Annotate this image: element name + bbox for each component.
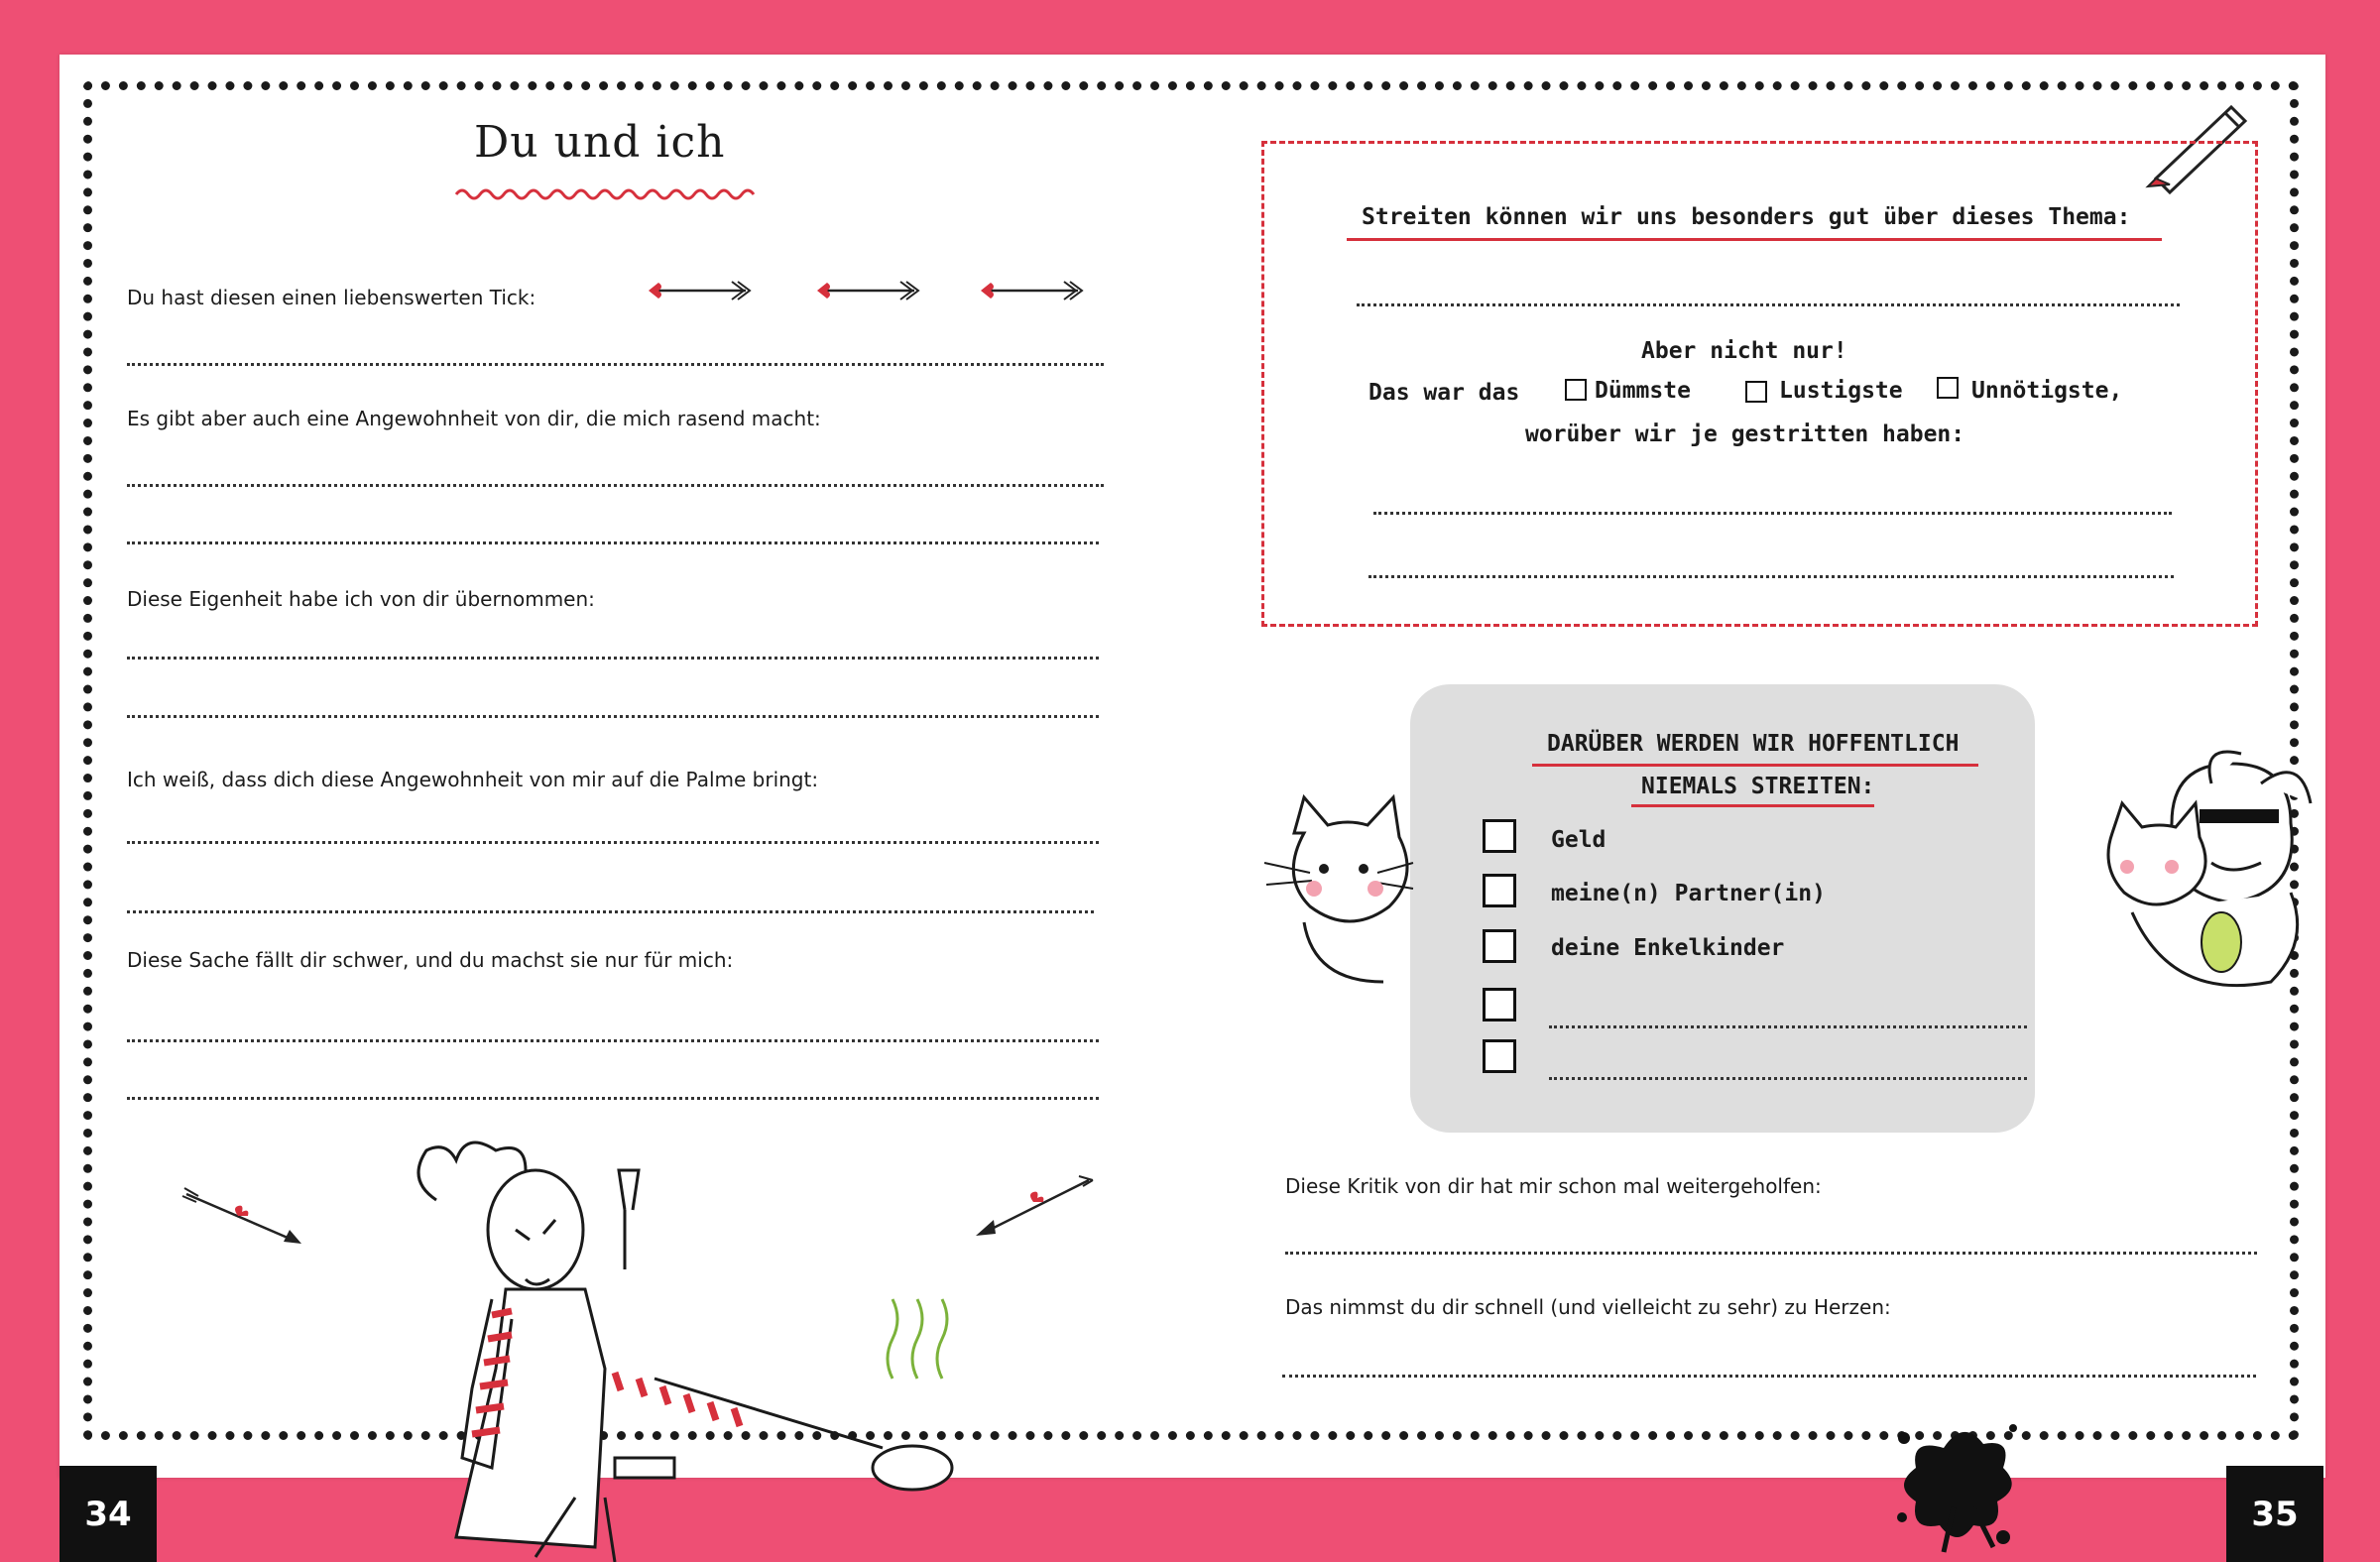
heart-arrow-icon [803,278,922,303]
cupid-arrow-icon [178,1180,307,1250]
answer-line[interactable] [127,541,1099,544]
cupid-arrow-icon [970,1172,1099,1242]
question-annoys: Ich weiß, dass dich diese Angewohnheit von mir auf die Palme bringt: [127,768,819,791]
checkbox-enkelkinder[interactable] [1483,929,1516,963]
answer-line[interactable] [127,657,1099,660]
question-criticism: Diese Kritik von dir hat mir schon mal weitergeholfen: [1285,1174,1822,1198]
answer-line[interactable] [1549,1025,2027,1028]
answer-line[interactable] [1368,575,2174,578]
das-war-das-label: Das war das [1368,380,1520,406]
wavy-underline [454,184,762,204]
cat-illustration [1264,793,1423,992]
dispute-topic-question: Streiten können wir uns besonders gut über dieses Thema: [1362,204,2131,230]
checkbox-custom-2[interactable] [1483,1039,1516,1073]
answer-line[interactable] [1549,1077,2027,1080]
option-duemmste: Dümmste [1595,378,1691,404]
checkbox-custom-1[interactable] [1483,988,1516,1021]
answer-line[interactable] [1373,512,2172,515]
checkbox-partner[interactable] [1483,874,1516,907]
never-argue-title-2: NIEMALS STREITEN: [1641,774,1875,799]
red-underline [1532,764,1978,767]
never-argue-title: DARÜBER WERDEN WIR HOFFENTLICH [1547,731,1960,757]
answer-line[interactable] [127,1039,1099,1042]
answer-line[interactable] [127,1097,1099,1100]
answer-line[interactable] [127,715,1099,718]
question-takes-to-heart: Das nimmst du dir schnell (und vielleicht zu sehr) zu Herzen: [1285,1295,1891,1319]
answer-line[interactable] [127,484,1104,487]
checkbox-unnoetigste[interactable] [1937,377,1959,399]
heart-arrow-icon [635,278,754,303]
woman-cooking-illustration [397,1141,952,1562]
question-tick: Du hast diesen einen liebenswerten Tick: [127,286,536,309]
page-number-left: 34 [60,1466,157,1562]
question-sacrifice: Diese Sache fällt dir schwer, und du machst sie nur für mich: [127,948,734,972]
cat-and-dog-illustration [2073,754,2320,1012]
red-underline [1347,238,2162,241]
answer-line[interactable] [127,910,1094,913]
option-lustigste: Lustigste [1779,378,1903,404]
item-partner: meine(n) Partner(in) [1551,881,1826,906]
answer-line[interactable] [1357,303,2180,306]
checkbox-geld[interactable] [1483,819,1516,853]
checkbox-duemmste[interactable] [1565,379,1587,401]
item-geld: Geld [1551,827,1606,853]
answer-line[interactable] [1285,1252,2257,1255]
answer-line[interactable] [127,363,1104,366]
not-only-label: Aber nicht nur! [1641,338,1847,364]
checkbox-lustigste[interactable] [1745,381,1767,403]
answer-line[interactable] [127,841,1099,844]
red-underline [1631,804,1874,807]
question-adopted: Diese Eigenheit habe ich von dir übernommen: [127,587,595,611]
option-unnoetigste: Unnötigste, [1971,378,2123,404]
heart-arrow-icon [967,278,1086,303]
answer-line[interactable] [1282,1375,2256,1378]
page-number-right: 35 [2226,1466,2323,1562]
item-enkelkinder: deine Enkelkinder [1551,935,1785,961]
argued-about-label: worüber wir je gestritten haben: [1525,421,1965,447]
page-title: Du und ich [474,117,726,168]
question-habit: Es gibt aber auch eine Angewohnheit von dir, die mich rasend macht: [127,407,821,430]
ink-splat-icon [1884,1408,2023,1557]
